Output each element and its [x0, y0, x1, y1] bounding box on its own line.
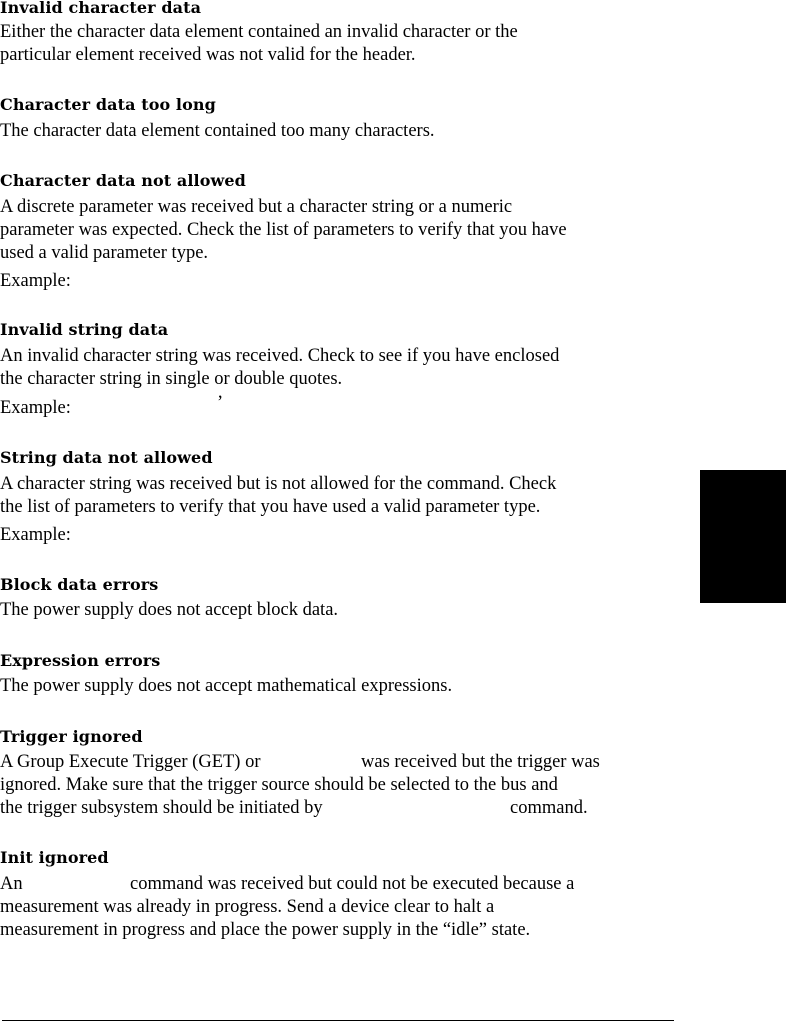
footer-rule — [2, 1020, 674, 1021]
example-label: Example: — [0, 271, 71, 291]
paragraph-line: A Group Execute Trigger (GET) or — [0, 752, 261, 772]
paragraph-line: command. — [510, 798, 588, 818]
paragraph-line: A discrete parameter was received but a character string or a numeric — [0, 197, 513, 217]
heading-block-data-errors: Block data errors — [0, 575, 159, 594]
paragraph-line: parameter was expected. Check the list of parameters to verify that you have — [0, 220, 567, 240]
heading-expression-errors: Expression errors — [0, 651, 161, 670]
paragraph-line: was received but the trigger was — [361, 752, 600, 772]
paragraph-line: the list of parameters to verify that you have used a valid parameter type. — [0, 497, 541, 517]
paragraph-line: A character string was received but is not allowed for the command. Check — [0, 474, 557, 494]
example-quote-mark: ’ — [217, 393, 224, 413]
paragraph-line: ignored. Make sure that the trigger source should be selected to the bus and — [0, 775, 558, 795]
paragraph-line: Either the character data element contained an invalid character or the — [0, 22, 518, 42]
example-label: Example: — [0, 398, 71, 418]
heading-init-ignored: Init ignored — [0, 848, 109, 867]
paragraph-line: An invalid character string was received. Check to see if you have enclosed — [0, 346, 560, 366]
paragraph-line: The power supply does not accept block data. — [0, 600, 339, 620]
paragraph-line: command was received but could not be executed because a — [130, 874, 575, 894]
example-label: Example: — [0, 525, 71, 545]
heading-invalid-character-data: Invalid character data — [0, 0, 202, 17]
heading-invalid-string-data: Invalid string data — [0, 320, 169, 339]
heading-string-data-not-allowed: String data not allowed — [0, 448, 213, 467]
paragraph-line: An — [0, 874, 23, 894]
paragraph-line: The power supply does not accept mathematical expressions. — [0, 676, 453, 696]
paragraph-line: the character string in single or double quotes. — [0, 369, 343, 389]
heading-character-data-not-allowed: Character data not allowed — [0, 171, 246, 190]
chapter-tab — [700, 470, 786, 603]
heading-trigger-ignored: Trigger ignored — [0, 727, 143, 746]
paragraph-line: measurement in progress and place the power supply in the “idle” state. — [0, 920, 531, 940]
paragraph-line: used a valid parameter type. — [0, 243, 209, 263]
paragraph-line: the trigger subsystem should be initiated by — [0, 798, 323, 818]
paragraph-line: measurement was already in progress. Send a device clear to halt a — [0, 897, 495, 917]
paragraph-line: particular element received was not valid for the header. — [0, 45, 416, 65]
heading-character-data-too-long: Character data too long — [0, 95, 216, 114]
paragraph-line: The character data element contained too many characters. — [0, 121, 435, 141]
